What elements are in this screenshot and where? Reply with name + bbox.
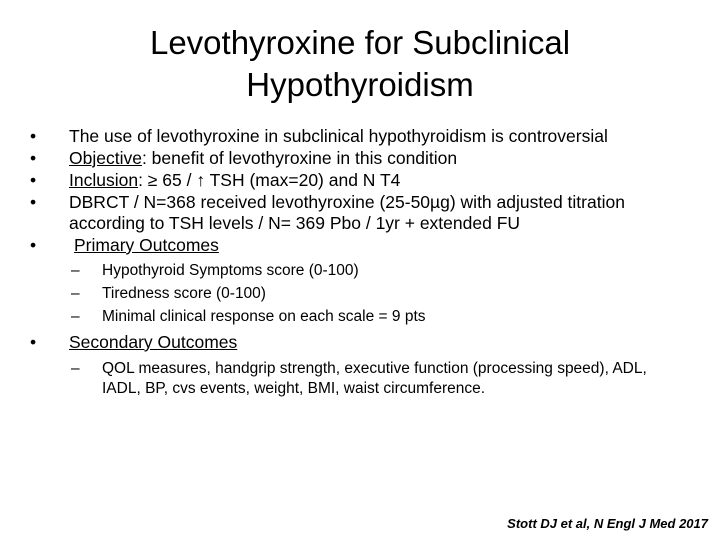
sub-item-text: Hypothyroid Symptoms score (0-100) [102, 262, 359, 279]
sub-item-secondary [26, 359, 686, 399]
bullet-text: DBRCT / N=368 received levothyroxine (25-50µg) with adjusted titration according to TSH levels / N= 369 Pbo / 1yr + extended FU [69, 192, 625, 233]
sub-item-text: QOL measures, handgrip strength, executive function (processing speed), ADL, IADL, BP, cvs events, weight, BMI, waist circumference. [102, 360, 647, 397]
bullet-marker: • [30, 170, 37, 190]
bullet-text: : ≥ 65 / ↑ TSH (max=20) and N T4 [138, 170, 401, 190]
dash-marker: – [71, 285, 80, 302]
slide-title [60, 22, 660, 106]
bullet-use [26, 126, 686, 147]
bullet-text: The use of levothyroxine in subclinical hypothyroidism is controversial [69, 126, 608, 146]
bullet-marker: • [30, 148, 37, 168]
dash-marker: – [71, 308, 80, 325]
secondary-outcomes-label: Secondary Outcomes [69, 332, 238, 352]
sub-item-tiredness [26, 282, 686, 305]
bullet-inclusion [26, 170, 686, 191]
inclusion-label: Inclusion [69, 170, 139, 190]
bullet-marker: • [30, 192, 37, 212]
primary-outcomes-label: Primary Outcomes [74, 235, 219, 255]
sub-item-response [26, 305, 686, 328]
bullet-objective [26, 148, 686, 169]
citation: Stott DJ et al, N Engl J Med 2017 [507, 516, 708, 531]
objective-label: Objective [69, 148, 142, 168]
bullet-text: : benefit of levothyroxine in this condition [141, 148, 458, 168]
bullet-marker: • [30, 126, 37, 146]
sub-item-text: Tiredness score (0-100) [102, 285, 266, 302]
title-line-2: Hypothyroidism [246, 66, 474, 103]
slide-body [26, 126, 686, 399]
bullet-dbrct [26, 192, 686, 234]
bullet-marker: • [30, 235, 37, 255]
dash-marker: – [71, 262, 80, 279]
sub-item-text: Minimal clinical response on each scale = 9 pts [102, 308, 426, 325]
bullet-primary-outcomes [26, 235, 686, 256]
bullet-marker: • [30, 332, 37, 352]
sub-item-symptoms [26, 259, 686, 282]
dash-marker: – [71, 360, 80, 377]
title-line-1: Levothyroxine for Subclinical [149, 24, 571, 61]
bullet-secondary-outcomes [26, 332, 686, 353]
